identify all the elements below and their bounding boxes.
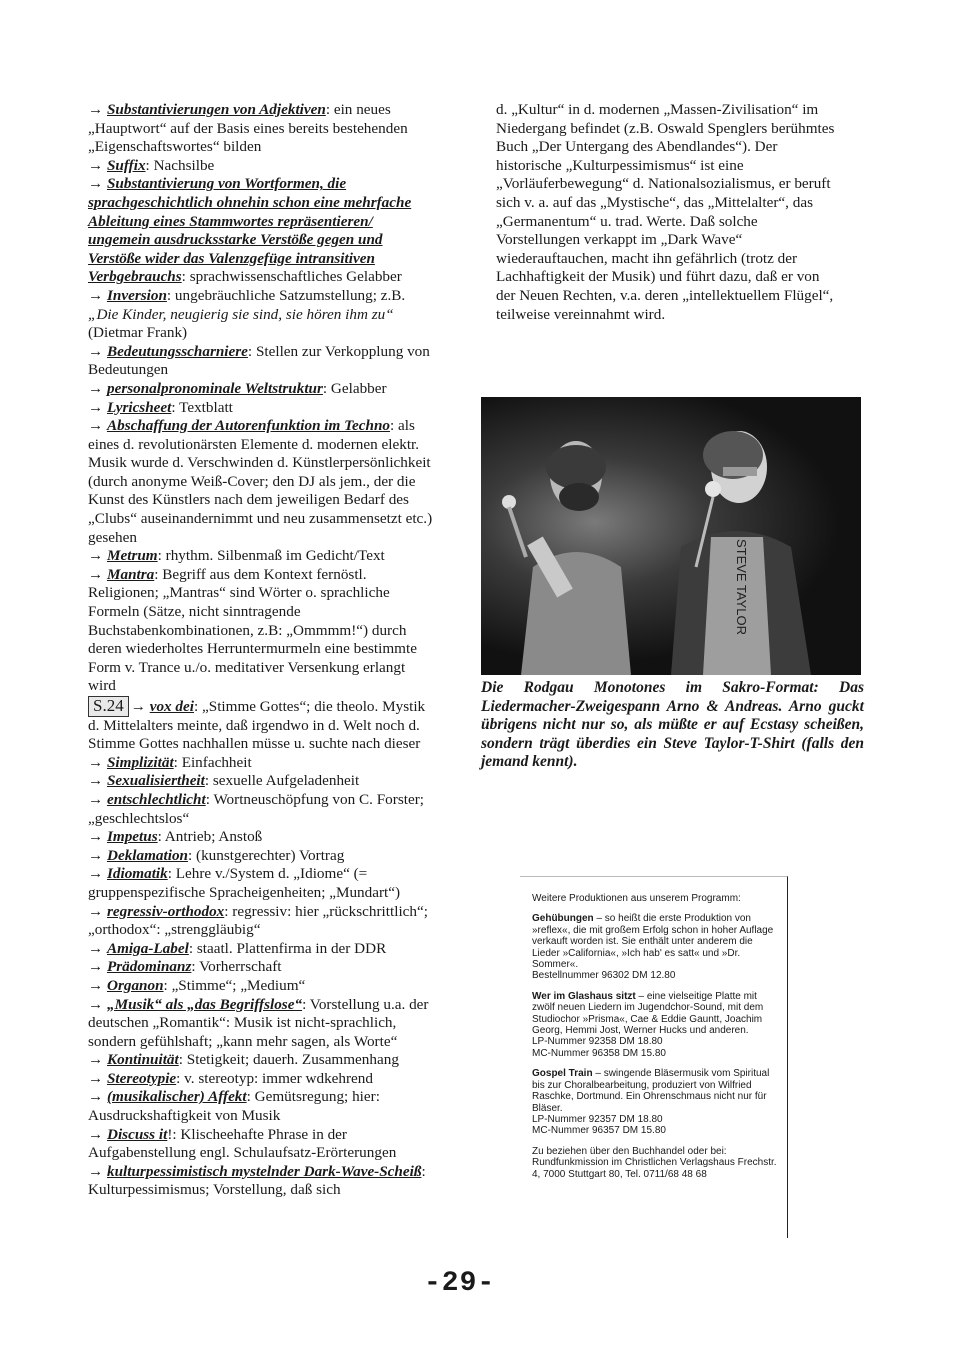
glossary-term: Idiomatik — [106, 865, 168, 883]
glossary-term: Stereotypie — [106, 1069, 177, 1087]
glossary-term: vox dei — [149, 698, 194, 715]
glossary-term: personalpronominale Weltstruktur — [106, 379, 323, 397]
arrow-icon: → — [88, 753, 107, 771]
glossary-entry — [88, 343, 436, 380]
glossary-term: Bedeutungsscharniere — [106, 342, 248, 360]
ad-order-number: MC-Nummer 96357 DM 15.80 — [532, 1125, 666, 1137]
arrow-icon: → — [88, 902, 107, 920]
glossary-definition: : sprachwissenschaftliches Gelabber — [181, 268, 402, 286]
arrow-icon: → — [88, 790, 107, 808]
glossary-definition: : Textblatt — [171, 398, 233, 416]
ad-order-number: MC-Nummer 96358 DM 15.80 — [532, 1047, 666, 1059]
glossary-entry — [88, 958, 436, 977]
arrow-icon: → — [88, 828, 107, 846]
ad-order-number: LP-Nummer 92357 DM 18.80 — [532, 1113, 663, 1125]
ad-order-number: LP-Nummer 92358 DM 18.80 — [532, 1036, 663, 1048]
glossary-term: Simplizität — [106, 753, 174, 771]
glossary-term: „Musik“ als „das Begriffslose“ — [106, 995, 303, 1013]
arrow-icon: → — [88, 1088, 107, 1106]
glossary-entry — [88, 940, 436, 959]
s24-entry — [88, 696, 436, 754]
glossary-term: Kontinuität — [106, 1051, 179, 1069]
glossary-definition: !: Klischeehafte Phrase in der Aufgabenstellung engl. Schulaufsatz-Erörterungen — [88, 1125, 397, 1162]
glossary-entry — [88, 547, 436, 566]
arrow-icon: → — [88, 417, 107, 435]
arrow-icon: → — [130, 698, 150, 715]
example-quote: „Die Kinder, neugierig sie sind, sie hören ihm zu“ — [88, 305, 394, 323]
ad-product — [532, 913, 777, 981]
glossary-definition: : „Stimme Gottes“; die theolo. Mystik d. Mittelalters meinte, daß irgendwo in d. Welt noch d. Stimme Gottes nachhallen müsse u. suchte nach dieser — [88, 698, 426, 753]
glossary-term: Prädominanz — [106, 958, 192, 976]
arrow-icon: → — [88, 1162, 107, 1180]
glossary-term: Mantra — [106, 565, 155, 583]
glossary-entry — [88, 772, 436, 791]
glossary-entry — [88, 903, 436, 940]
ad-product — [532, 991, 777, 1059]
glossary-definition: : Antrieb; Anstoß — [157, 828, 263, 846]
glossary-term: Lyricsheet — [106, 398, 172, 416]
ad-product-text: – eine vielseitige Platte mit zwölf neuen Liedern im Jugendchor-Sound, mit dem Studiochor »Prisma«, Cae & Eddie Gauntt, Joachim Georg, Hemmi Jost, Werner Hucks und anderen. — [532, 990, 764, 1037]
glossary-definition: : Vorherrschaft — [191, 958, 282, 976]
arrow-icon: → — [88, 1125, 107, 1143]
ad-product-text: – swingende Bläsermusik vom Spiritual bis zur Choralbearbeitung, produziert von Wilfried Raschke, Dortmund. Ein Ohrenschmaus nicht nur für Bläser. — [532, 1068, 770, 1114]
glossary-definition: : Begriff aus dem Kontext fernöstl. Religionen; „Mantras“ sind Wörter o. sprachliche Formeln (Sätze, nicht sinntragende Buchstabenkombinationen, z.B: „Ommmm!“) durch deren wiederholtes Herruntermurmeln eine bestimmte Form v. Trance u./o. meditativer Versenkung erlangt wird — [88, 565, 417, 695]
glossary-term: kulturpessimistisch mystelnder Dark-Wave-Scheiß — [106, 1162, 422, 1180]
arrow-icon: → — [88, 1051, 107, 1069]
glossary-entry — [88, 175, 436, 287]
glossary-entry — [88, 287, 436, 343]
ad-product — [532, 1068, 777, 1136]
arrow-icon: → — [88, 995, 107, 1013]
glossary-definition: : Wortneuschöpfung von C. Forster; „geschlechtslos“ — [88, 790, 424, 827]
glossary-entry — [88, 1051, 436, 1070]
glossary-entry — [88, 399, 436, 418]
arrow-icon: → — [88, 379, 107, 397]
glossary-entry — [88, 1163, 436, 1200]
ad-product-title: Gospel Train — [532, 1068, 593, 1080]
glossary-entry — [88, 996, 436, 1052]
glossary-term: Metrum — [106, 547, 158, 565]
page-reference-box: S.24 — [88, 696, 129, 717]
glossary-definition: : Gelabber — [322, 379, 387, 397]
band-photo-drawing — [481, 397, 861, 675]
glossary-definition: : Einfachheit — [173, 753, 252, 771]
arrow-icon: → — [88, 976, 107, 994]
ad-product-title: Wer im Glashaus sitzt — [532, 990, 636, 1002]
ad-product-text: – so heißt die erste Produktion von »reflex«, die mit großem Erfolg schon in hoher Auflage verkauft worden ist. Sie enthält unter anderem die Lieder »California«, »Ich hab' es satt« und »Dr. Sommer«. — [532, 913, 774, 971]
glossary-entry — [88, 791, 436, 828]
glossary-entry — [88, 847, 436, 866]
ad-heading: Weitere Produktionen aus unserem Programm: — [532, 893, 741, 904]
arrow-icon: → — [88, 565, 107, 583]
glossary-definition: : als eines d. revolutionärsten Elemente d. modernen elektr. Musik wurde d. Verschwinden d. Künstlerpersönlichkeit (durch anonyme Weiß-Cover; den DJ als jem., der die Kunst des Künstlers nach dem jeweiligen Bedarf des „Clubs“ auseinandernimmt und neu zusammensetzt etc.) gesehen — [88, 417, 433, 546]
ad-items — [532, 913, 777, 1136]
glossary-entry — [88, 566, 436, 696]
arrow-icon: → — [88, 846, 107, 864]
glossary-definition: : (kunstgerechter) Vortrag — [188, 846, 345, 864]
band-photo — [481, 397, 861, 675]
glossary-entry — [88, 417, 436, 547]
glossary-definition: : v. stereotyp: immer wdkehrend — [176, 1069, 373, 1087]
glossary-definition: : Vorstellung u.a. der deutschen „Romantik“: Musik ist nicht-sprachlich, sondern gefühlshaft; „kann mehr sagen, als Worte“ — [88, 995, 429, 1050]
glossary-term: Deklamation — [106, 846, 188, 864]
advertisement-box — [520, 876, 788, 1238]
glossary-entry — [88, 1126, 436, 1163]
glossary-term: Substantivierung von Wortformen, die sprachgeschichtlich ohnehin schon eine mehrfache Ableitung eines Stammwortes repräsentieren/ ungemein ausdrucksstarke Verstöße gegen und Verstöße wider das Valenzgefüge intransitiven Verbgebrauchs — [88, 175, 412, 286]
glossary-term: Sexualisiertheit — [106, 772, 205, 790]
glossary-term: Suffix — [106, 156, 146, 174]
glossary-definition: : rhythm. Silbenmaß im Gedicht/Text — [157, 547, 385, 565]
arrow-icon: → — [88, 958, 107, 976]
glossary-term: Inversion — [106, 286, 167, 304]
glossary-definition: : ungebräuchliche Satzumstellung; z.B. — [166, 286, 406, 304]
glossary-entry — [88, 380, 436, 399]
glossary-term: regressiv-orthodox — [106, 902, 225, 920]
glossary-entry — [88, 157, 436, 176]
example-source: (Dietmar Frank) — [88, 324, 188, 342]
glossary-definition: : Nachsilbe — [145, 156, 215, 174]
glossary-term: (musikalischer) Affekt — [106, 1088, 247, 1106]
arrow-icon: → — [88, 398, 107, 416]
glossary-definition: : regressiv: hier „rückschrittlich“; „orthodox“: „strenggläubig“ — [88, 902, 428, 939]
glossary-definition: : Stellen zur Verkopplung von Bedeutungen — [88, 342, 430, 379]
arrow-icon: → — [88, 286, 107, 304]
arrow-icon: → — [88, 342, 107, 360]
glossary-term: Abschaffung der Autorenfunktion im Techno — [106, 417, 390, 435]
glossary-continuation-column — [496, 101, 836, 324]
glossary-term: Organon — [106, 976, 164, 994]
glossary-entry — [88, 101, 436, 157]
glossary-term: entschlechtlicht — [106, 790, 206, 808]
arrow-icon: → — [88, 865, 107, 883]
glossary-term: Impetus — [106, 828, 158, 846]
glossary-entry — [88, 865, 436, 902]
glossary-definition: : Kulturpessimismus; Vorstellung, daß sich — [88, 1162, 426, 1199]
tshirt-text: STEVE TAYLOR — [734, 538, 749, 636]
glossary-definition: : „Stimme“; „Medium“ — [163, 976, 306, 994]
glossary-term: Substantivierungen von Adjektiven — [106, 101, 326, 118]
arrow-icon: → — [88, 101, 107, 118]
glossary-definition: : staatl. Plattenfirma in der DDR — [188, 939, 387, 957]
arrow-icon: → — [88, 175, 107, 193]
photo-caption: Die Rodgau Monotones im Sakro-Format: Das Liedermacher-Zweigespann Arno & Andreas. Arno guckt übrigens nicht nur so, als müßte er auf Ecstasy scheißen, sondern trägt überdies ein Steve Taylor-T-Shirt (falls den jemand kennt). — [481, 679, 864, 770]
arrow-icon: → — [88, 1069, 107, 1087]
ad-product-title: Gehübungen — [532, 913, 594, 925]
ad-footer: Zu beziehen über den Buchhandel oder bei: Rundfunkmission im Christlichen Verlagshaus Frechstr. 4, 7000 Stuttgart 80, Tel. 0711/68 48 68 — [532, 1145, 777, 1180]
arrow-icon: → — [88, 772, 107, 790]
glossary-definition: : Stetigkeit; dauerh. Zusammenhang — [178, 1051, 399, 1069]
glossary-entry — [88, 977, 436, 996]
ad-order-number: Bestellnummer 96302 DM 12.80 — [532, 970, 676, 982]
glossary-definition: : sexuelle Aufgeladenheit — [204, 772, 360, 790]
glossary-definition: : ein neues „Hauptwort“ auf der Basis eines bereits bestehenden „Eigenschaftswortes“ bilden — [88, 101, 408, 156]
glossary-term: Amiga-Label — [106, 939, 189, 957]
glossary-definition: : Lehre v./System d. „Idiome“ (= gruppenspezifische Spracheigenheiten; „Mundart“) — [88, 865, 401, 901]
glossary-entry — [88, 828, 436, 847]
glossary-entry — [88, 1088, 436, 1125]
glossary-term: Discuss it — [106, 1125, 168, 1143]
arrow-icon: → — [88, 156, 107, 174]
kulturpessimismus-text: d. „Kultur“ in d. modernen „Massen-Zivilisation“ im Niedergang befindet (z.B. Oswald Spenglers berühmtes Buch „Der Untergang des Abendlandes“). Der historische „Kulturpessimismus“ ist eine „Vorläuferbewegung“ d. Nationalsozialismus, er beruft sich v. a. auf das „Mystische“, das „Mittelalter“, das „Germanentum“ u. trad. Werte. Daß solche Vorstellungen verkappt im „Dark Wave“ wiederauftauchen, macht ihn gefährlich (trotz der Lachhaftigkeit der Musik) und führt dazu, daß er von der Neuen Rechten, v.a. deren „intellektuellem Flügel“, teilweise vereinnahmt wird. — [496, 101, 835, 323]
glossary-definition: : Gemütsregung; hier: Ausdruckshaftigkeit von Musik — [88, 1088, 380, 1125]
glossary-entry — [88, 754, 436, 773]
arrow-icon: → — [88, 939, 107, 957]
glossary-left-column — [88, 101, 436, 1200]
page-number: -29- — [424, 1268, 496, 1299]
glossary-entry — [88, 1070, 436, 1089]
arrow-icon: → — [88, 547, 107, 565]
